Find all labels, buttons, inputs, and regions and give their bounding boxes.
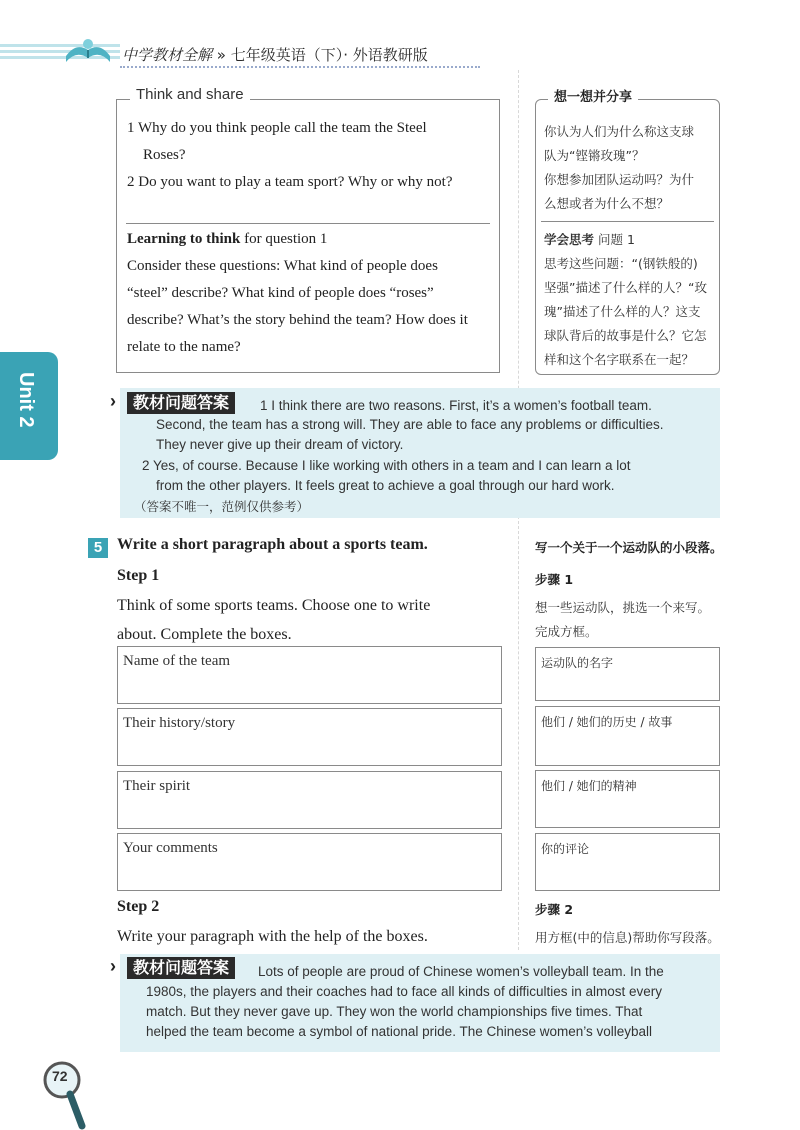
step-1-instructions [117,591,507,649]
step-1-heading: Step 1 [117,567,160,584]
question-1-line-2: Roses? [143,147,186,163]
answer-line: helped the team become a symbol of national pride. The Chinese women’s volleyball [146,1024,653,1039]
cn-line: 球队背后的故事是什么？它怎 [544,328,707,343]
instruction-line: about. Complete the boxes. [117,626,292,643]
answer-2-lines [146,982,720,1042]
consider-line: relate to the name? [127,339,241,355]
step-1-instructions-cn [535,596,710,644]
field-comments[interactable] [117,833,502,891]
cn-field-label: 他们 / 她们的精神 [541,779,637,793]
answer-1-line-1: 1 I think there are two reasons. First, it’s a women’s football team. [260,398,652,413]
answer-line: from the other players. It feels great to achieve a goal through our hard work. [156,478,615,493]
answer-1-lines [156,415,720,455]
answer-2-line-1: Lots of people are proud of Chinese women’s volleyball team. In the [258,964,664,979]
cn-line: 么想或者为什么不想？ [544,196,670,211]
page-number: 72 [52,1068,68,1084]
cn-line: 思考这些问题：“(钢铁般的) [544,256,698,271]
learning-to-think [127,226,327,253]
cn-field-label: 运动队的名字 [541,656,614,670]
answer-line: 1980s, the players and their coaches had to face all kinds of difficulties in almost every [146,984,663,999]
series-title: 中学教材全解 [122,46,213,64]
cn-divider-line [541,221,714,222]
field-label: Name of the team [123,653,231,669]
chevron-right-icon: › [110,956,116,976]
cn-questions [544,120,694,216]
cn-line: 你想参加团队运动吗？为什 [544,172,695,187]
section-number: 5 [88,538,108,558]
step-2-instructions: Write your paragraph with the help of the boxes. [117,928,428,945]
consider-line: “steel” describe? What kind of people does “roses” [127,285,434,301]
running-header [122,44,428,65]
consider-line: describe? What’s the story behind the team? How does it [127,312,468,328]
book-title: 七年级英语（下）· 外语教研版 [230,46,428,64]
cn-field-comments[interactable] [535,833,720,891]
answer-line: They never give up their dream of victory. [156,437,404,452]
book-logo-icon [62,36,114,66]
field-label: Your comments [123,840,218,856]
header-arrow: » [216,46,226,64]
cn-line: 队为“铿锵玫瑰”？ [544,148,645,163]
cn-field-label: 他们 / 她们的历史 / 故事 [541,715,673,729]
unit-tab [0,352,58,460]
learning-to-think-question: for question 1 [240,231,328,247]
unit-tab-label: Unit 2 [15,372,37,428]
answer-title-2: 教材问题答案 [127,957,235,979]
question-1-line-1: 1 Why do you think people call the team the Steel [127,120,427,136]
section-title-cn: 写一个关于一个运动队的小段落。 [535,540,723,555]
chevron-right-icon: › [110,391,116,411]
consider-line: Consider these questions: What kind of people does [127,258,438,274]
cn-line: 想一些运动队，挑选一个来写。 [535,600,711,615]
section-title: Write a short paragraph about a sports team. [117,536,428,553]
step-2-instructions-cn: 用方框(中的信息)帮助你写段落。 [535,930,720,945]
cn-field-spirit[interactable] [535,770,720,828]
step-2-heading-cn: 步骤 2 [535,902,574,917]
field-label: Their spirit [123,778,191,794]
cn-line: 坚强”描述了什么样的人？“玫 [544,280,707,295]
cn-line: 你认为人们为什么称这支球 [544,124,695,139]
question-2: 2 Do you want to play a team sport? Why or why not? [127,174,453,190]
answer-line: Second, the team has a strong will. They are able to face any problems or difficulties. [156,417,664,432]
field-name-of-team[interactable] [117,646,502,704]
answer-line: match. But they never gave up. They won the world championships five times. That [146,1004,643,1019]
field-spirit[interactable] [117,771,502,829]
field-label: Their history/story [123,715,236,731]
consider-questions [127,253,497,361]
answer-line: 2 Yes, of course. Because I like working with others in a team and I can learn a lot [142,458,631,473]
learning-to-think-heading: Learning to think [127,231,241,247]
cn-learning-question: 问题 1 [594,232,635,247]
cn-field-label: 你的评论 [541,842,590,856]
step-1-heading-cn: 步骤 1 [535,572,574,587]
cn-learning-heading: 学会思考 [544,232,595,247]
divider-line [126,223,490,224]
instruction-line: Think of some sports teams. Choose one to write [117,597,431,614]
cn-line: 样和这个名字联系在一起？ [544,352,695,367]
question-1 [127,115,492,169]
cn-field-history-story[interactable] [535,706,720,766]
think-and-share-cn-label: 想一想并分享 [548,86,638,105]
field-history-story[interactable] [117,708,502,766]
cn-line: 完成方框。 [535,624,598,639]
answer-1-q2 [142,456,720,496]
answer-title-1: 教材问题答案 [127,392,235,414]
cn-learning [544,228,707,372]
cn-field-name-of-team[interactable] [535,647,720,701]
answer-note: （答案不唯一，范例仅供参考） [134,499,310,514]
think-and-share-label: Think and share [130,86,250,103]
cn-line: 瑰”描述了什么样的人？这支 [544,304,701,319]
header-dotted-rule [120,66,480,68]
step-2-heading: Step 2 [117,898,160,915]
